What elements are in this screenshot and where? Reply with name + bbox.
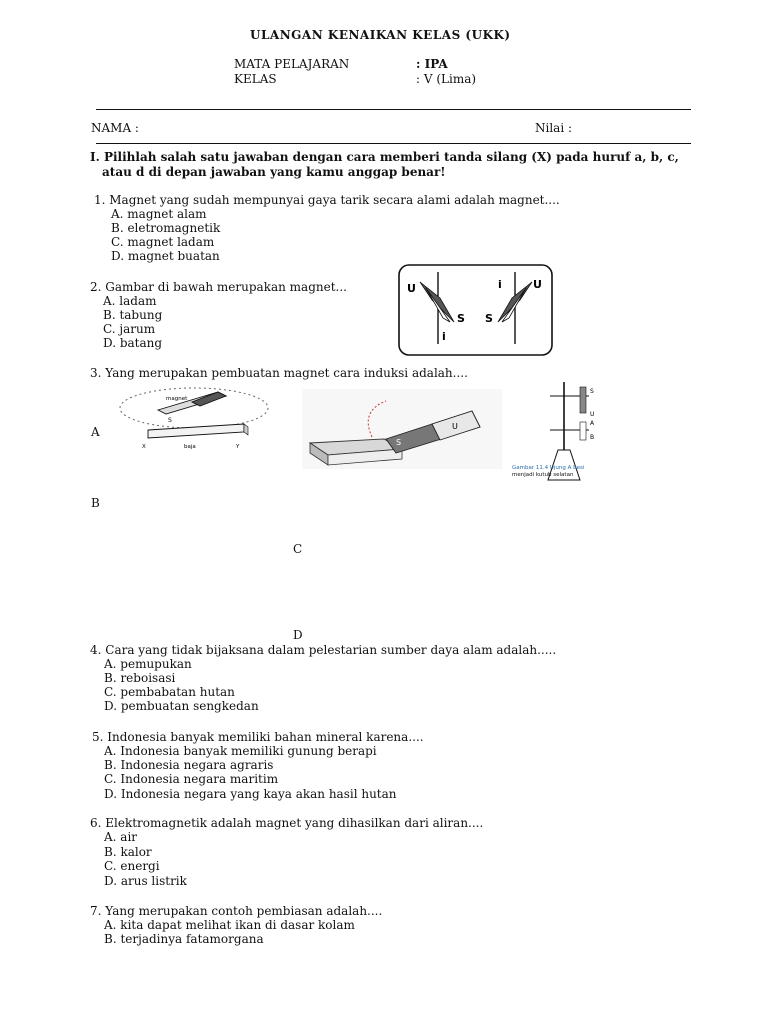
q4-option-c: C. pembabatan hutan <box>104 685 235 699</box>
stroking-bar-label: baja <box>184 444 196 450</box>
q3-option-c: C <box>293 542 303 556</box>
divider-bottom <box>96 143 691 144</box>
stroking-method-figure <box>118 384 270 454</box>
divider-top <box>96 109 691 110</box>
q5-option-c: C. Indonesia negara maritim <box>104 772 279 786</box>
q1-option-d: D. magnet buatan <box>111 249 220 263</box>
q1-option-a: A. magnet alam <box>111 207 207 221</box>
q6-option-c: C. energi <box>104 859 160 873</box>
q1-option-c: C. magnet ladam <box>111 235 215 249</box>
q7-option-b: B. terjadinya fatamorgana <box>104 932 264 946</box>
name-label: NAMA : <box>91 121 139 135</box>
needle-label-i-left: i <box>442 330 446 343</box>
question-3: 3. Yang merupakan pembuatan magnet cara induksi adalah.... <box>90 366 468 380</box>
q5-option-b: B. Indonesia negara agraris <box>104 758 274 772</box>
q6-option-a: A. air <box>104 830 138 844</box>
stand-label-a: A <box>590 420 595 427</box>
question-7: 7. Yang merupakan contoh pembiasan adalah.... <box>90 904 383 918</box>
q2-option-d: D. batang <box>103 336 163 350</box>
q3-option-b: B <box>91 496 100 510</box>
stand-label-b: B <box>590 434 595 441</box>
page-title: ULANGAN KENAIKAN KELAS (UKK) <box>250 28 511 42</box>
q4-option-a: A. pemupukan <box>104 657 192 671</box>
needle-pole-u-left: U <box>407 282 416 295</box>
class-value: : V (Lima) <box>416 72 477 86</box>
subject-label: MATA PELAJARAN <box>234 57 350 71</box>
stand-label-u: U <box>590 411 595 418</box>
q3-option-d: D <box>293 628 303 642</box>
q4-option-b: B. reboisasi <box>104 671 176 685</box>
stroking-end-x: X <box>142 444 146 450</box>
instruction-line-1: I. Pilihlah salah satu jawaban dengan cara memberi tanda silang (X) pada huruf a, b, c, <box>90 150 679 164</box>
stroking-magnet-label: magnet <box>166 396 188 402</box>
stand-label-s: S <box>590 388 594 395</box>
q2-option-c: C. jarum <box>103 322 156 336</box>
subject-value: : IPA <box>416 57 448 71</box>
question-2: 2. Gambar di bawah merupakan magnet... <box>90 280 347 294</box>
class-label: KELAS <box>234 72 277 86</box>
needle-pole-s-right: S <box>485 312 493 325</box>
needle-magnet-figure <box>398 264 553 356</box>
q6-option-d: D. arus listrik <box>104 874 187 888</box>
stand-caption-2: menjadi kutub selatan <box>512 472 574 478</box>
question-1: 1. Magnet yang sudah mempunyai gaya tarik secara alami adalah magnet.... <box>94 193 560 207</box>
needle-pole-s-left: S <box>457 312 465 325</box>
stand-caption-1: Gambar 11.4 Ujung A besi <box>512 465 585 471</box>
needle-label-i-right: i <box>498 278 502 291</box>
needle-pole-u-right: U <box>533 278 542 291</box>
q6-option-b: B. kalor <box>104 845 152 859</box>
induction-pole-s: S <box>396 438 402 447</box>
q3-option-a: A <box>91 425 100 439</box>
question-4: 4. Cara yang tidak bijaksana dalam pelestarian sumber daya alam adalah..... <box>90 643 557 657</box>
stroking-pole-s: S <box>168 417 172 424</box>
question-6: 6. Elektromagnetik adalah magnet yang dihasilkan dari aliran.... <box>90 816 484 830</box>
question-5: 5. Indonesia banyak memiliki bahan mineral karena.... <box>92 730 424 744</box>
q7-option-a: A. kita dapat melihat ikan di dasar kolam <box>104 918 355 932</box>
q2-option-a: A. ladam <box>103 294 157 308</box>
q5-option-d: D. Indonesia negara yang kaya akan hasil hutan <box>104 787 397 801</box>
induction-figure <box>302 389 502 469</box>
q4-option-d: D. pembuatan sengkedan <box>104 699 259 713</box>
q2-option-b: B. tabung <box>103 308 163 322</box>
q1-option-b: B. eletromagnetik <box>111 221 221 235</box>
stroking-end-y: Y <box>236 444 240 450</box>
induction-pole-u: U <box>452 422 458 431</box>
q5-option-a: A. Indonesia banyak memiliki gunung berapi <box>104 744 377 758</box>
instruction-line-2: atau d di depan jawaban yang kamu anggap benar! <box>102 165 446 179</box>
score-label: Nilai : <box>535 121 573 135</box>
